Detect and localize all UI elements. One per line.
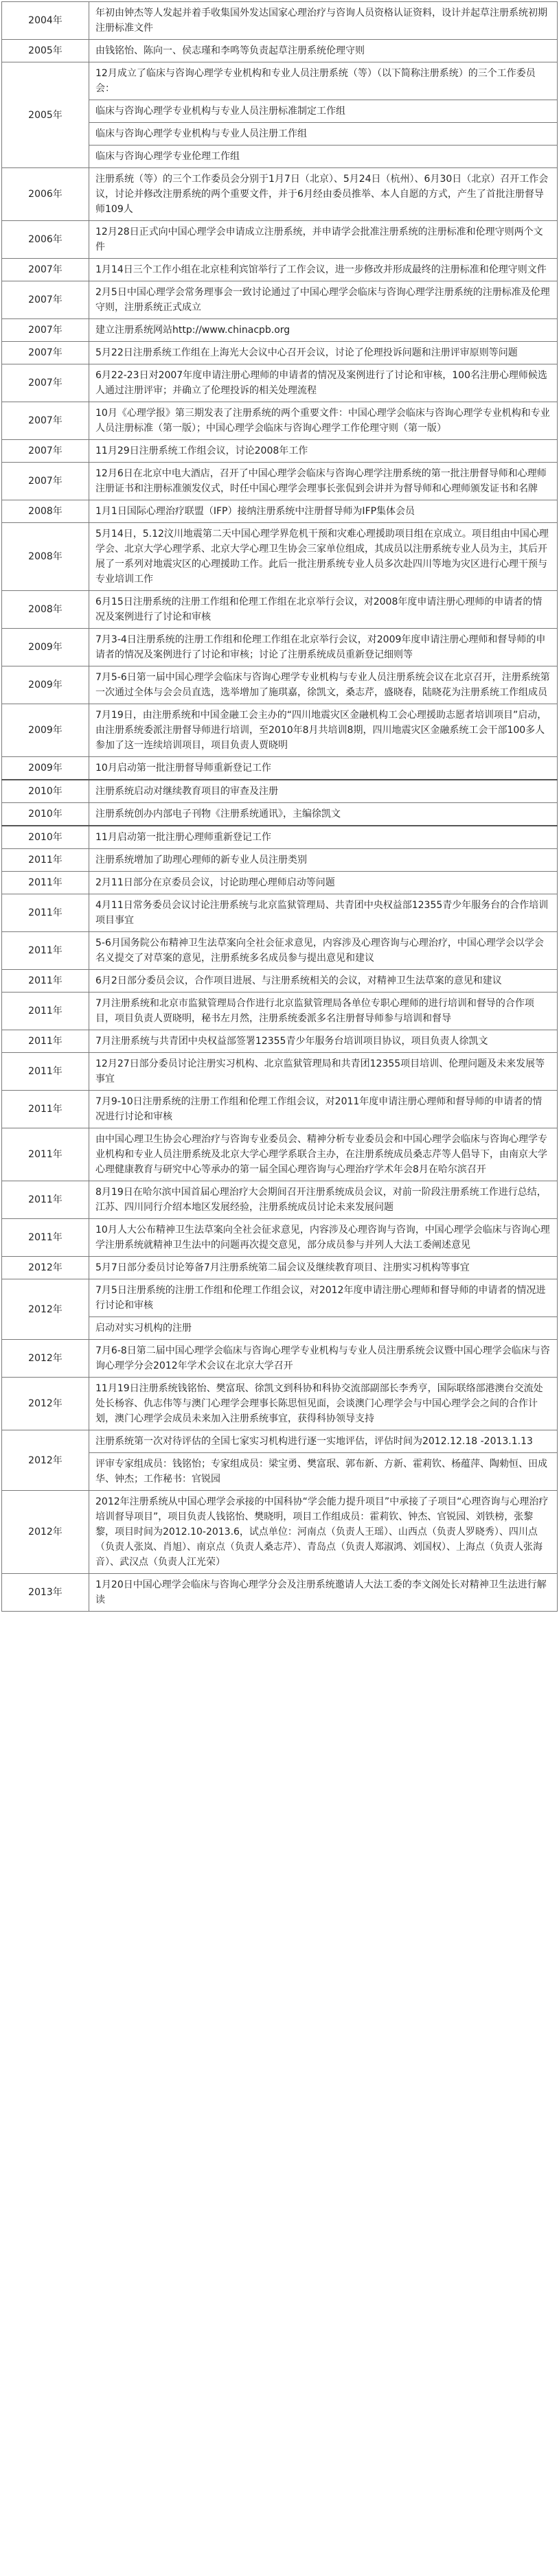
table-row bbox=[2, 2, 558, 40]
events-cell bbox=[89, 1378, 558, 1430]
year-cell: 2007年 bbox=[2, 259, 89, 281]
year-cell: 2011年 bbox=[2, 1030, 89, 1053]
events-cell bbox=[89, 666, 558, 704]
year-cell: 2011年 bbox=[2, 1219, 89, 1257]
year-cell: 2011年 bbox=[2, 1128, 89, 1181]
events-cell bbox=[89, 591, 558, 629]
year-cell: 2010年 bbox=[2, 780, 89, 803]
table-row bbox=[2, 364, 558, 402]
year-cell: 2005年 bbox=[2, 62, 89, 168]
event-text: 7月注册系统和北京市监狱管理局合作进行北京监狱管理局各单位专职心理师的进行培训和督导的合作项目，项目负责人贾晓明，秘书左月然，注册系统委派多名注册督导师参与培训和督导 bbox=[95, 998, 534, 1024]
event-text: 5月22日注册系统工作组在上海光大会议中心召开会议，讨论了伦理投诉问题和注册评审原则等问题 bbox=[95, 347, 518, 358]
event-text: 7月5日注册系统的注册工作组和伦理工作组会议，对2012年度申请注册心理师和督导师的申请者的情况进行讨论和审核 bbox=[95, 1285, 546, 1311]
events-cell bbox=[89, 319, 558, 342]
year-cell: 2008年 bbox=[2, 591, 89, 629]
events-cell bbox=[89, 1257, 558, 1279]
event-text: 11月19日注册系统钱铭怡、樊富珉、徐凯文到科协和科协交流部副部长李秀亨，国际联络部港澳台交流处处长杨容、仇志伟等与澳门心理学会理事长陈思恒见面，会谈澳门心理学会与中国心理学会之间的合作计划，澳门心理学会成员未来加入注册系统事宜，获得科协领导支持 bbox=[95, 1383, 543, 1424]
events-cell bbox=[89, 704, 558, 757]
table-row bbox=[2, 970, 558, 993]
events-cell bbox=[89, 500, 558, 523]
event-text: 由钱铭怡、陈向一、侯志瑾和李鸣等负责起草注册系统伦理守则 bbox=[95, 45, 365, 56]
table-row bbox=[2, 168, 558, 221]
event-text: 12月28日正式向中国心理学会申请成立注册系统，并申请学会批准注册系统的注册标准和伦理守则两个文件 bbox=[95, 227, 543, 253]
year-cell: 2009年 bbox=[2, 704, 89, 757]
events-cell bbox=[89, 872, 558, 894]
table-row bbox=[2, 1574, 558, 1612]
event-text: 注册系统创办内部电子刊物《注册系统通讯》，主编徐凯文 bbox=[95, 809, 341, 820]
table-row bbox=[2, 757, 558, 780]
table-row bbox=[2, 1491, 558, 1574]
event-text: 1月1日国际心理治疗联盟（IFP）接纳注册系统中注册督导师为IFP集体会员 bbox=[95, 506, 415, 517]
table-row bbox=[2, 1181, 558, 1219]
event-text: 2012年注册系统从中国心理学会承接的中国科协“学会能力提升项目”中承接了子项目“心理咨询与心理治疗培训督导项目”，项目负责人钱铭怡、樊晓明，项目工作组成员：霍莉钦、钟杰、官锐园、刘铁榜，张黎黎，项目时间为2012.10-2013.6，试点单位：河南点（负责人王瑶）、山西点（负责人罗晓秀）、四川点（负责人张岚、肖旭）、南京点（负责人桑志芹）、青岛点（负责人郑淑鸿、刘国权）、上海点（负责人张海音）、武汉点（负责人江光荣） bbox=[95, 1496, 549, 1568]
event-text: 12月6日在北京中电大酒店，召开了中国心理学会临床与咨询心理学注册系统的第一批注册督导师和心理师注册证书和注册标准颁发仪式，时任中国心理学会理事长张侃到会讲并为督导师和心理师颁发证书和名牌 bbox=[95, 468, 547, 494]
table-row bbox=[2, 780, 558, 803]
events-cell bbox=[89, 849, 558, 872]
table-row bbox=[2, 342, 558, 364]
year-cell: 2006年 bbox=[2, 221, 89, 259]
event-text: 评审专家组成员：钱铭怡；专家组成员：梁宝勇、樊富珉、郭布新、方新、霍莉钦、杨蕴萍、陶勑恒、田成华、钟杰；工作秘书：官锐园 bbox=[89, 1452, 557, 1490]
event-text: 8月19日在哈尔滨中国首届心理治疗大会期间召开注册系统成员会议，对前一阶段注册系统工作进行总结，江苏、四川同行介绍本地区发展经验，注册系统成员讨论未来发展问题 bbox=[95, 1187, 547, 1213]
event-text: 10月人大公布精神卫生法草案向全社会征求意见，内容涉及心理咨询与咨询，中国心理学会临床与咨询心理学注册系统就精神卫生法中的问题再次提交意见，部分成员参与并列人大法工委阐述意见 bbox=[95, 1225, 550, 1251]
table-row bbox=[2, 1091, 558, 1128]
events-cell bbox=[89, 1181, 558, 1219]
year-cell: 2007年 bbox=[2, 319, 89, 342]
year-cell: 2012年 bbox=[2, 1430, 89, 1491]
table-row bbox=[2, 1378, 558, 1430]
event-text: 5月14日，5.12汶川地震第二天中国心理学界危机干预和灾难心理援助项目组在京成立。项目组由中国心理学会、北京大学心理学系、北京大学心理卫生协会三家单位组成，其成员以注册系统专业人员为主，其后开展了一系列对地震灾区的心理援助工作。此后一批注册系统专业人员多次赴四川等地为灾区进行心理干预与专业培训工作 bbox=[95, 529, 549, 585]
table-row bbox=[2, 629, 558, 666]
table-row bbox=[2, 500, 558, 523]
table-row bbox=[2, 993, 558, 1030]
events-cell bbox=[89, 463, 558, 500]
year-cell: 2012年 bbox=[2, 1279, 89, 1340]
year-cell: 2008年 bbox=[2, 523, 89, 591]
table-row bbox=[2, 281, 558, 319]
event-text: 注册系统增加了助理心理师的新专业人员注册类别 bbox=[95, 855, 307, 866]
event-text: 4月11日常务委员会议讨论注册系统与北京监狱管理局、共青团中央权益部12355青少年服务台的合作培训项目事宜 bbox=[95, 900, 549, 926]
event-text: 7月注册系统与共青团中央权益部签署12355青少年服务台培训项目协议，项目负责人徐凯文 bbox=[95, 1036, 488, 1047]
event-text: 7月6-8日第二届中国心理学会临床与咨询心理学专业机构与专业人员注册系统会议暨中国心理学会临床与咨询心理学分会2012年学术会议在北京大学召开 bbox=[95, 1345, 550, 1371]
table-row bbox=[2, 826, 558, 849]
table-row bbox=[2, 803, 558, 826]
table-row bbox=[2, 894, 558, 932]
table-row bbox=[2, 849, 558, 872]
table-row bbox=[2, 666, 558, 704]
events-cell bbox=[89, 1053, 558, 1091]
events-cell bbox=[89, 259, 558, 281]
event-text: 2月11日部分在京委员会议，讨论助理心理师启动等问题 bbox=[95, 877, 335, 888]
year-cell: 2012年 bbox=[2, 1378, 89, 1430]
event-text: 10月《心理学报》第三期发表了注册系统的两个重要文件：中国心理学会临床与咨询心理学专业机构和专业人员注册标准（第一版）；中国心理学会临床与咨询心理学工作伦理守则（第一版） bbox=[95, 408, 550, 434]
events-cell bbox=[89, 168, 558, 221]
table-row bbox=[2, 1279, 558, 1340]
year-cell: 2011年 bbox=[2, 1181, 89, 1219]
events-cell bbox=[89, 342, 558, 364]
year-cell: 2011年 bbox=[2, 932, 89, 970]
events-cell bbox=[89, 281, 558, 319]
event-text: 12月成立了临床与咨询心理学专业机构和专业人员注册系统（等）（以下简称注册系统）的三个工作委员会： bbox=[95, 68, 536, 94]
events-cell bbox=[89, 1491, 558, 1574]
year-cell: 2007年 bbox=[2, 342, 89, 364]
event-text: 7月3-4日注册系统的注册工作组和伦理工作组在北京举行会议，对2009年度申请注册心理师和督导师的申请者的情况及案例进行了讨论和审核；讨论了注册系统成员重新登记细则等 bbox=[95, 634, 546, 660]
table-row bbox=[2, 1430, 558, 1491]
events-cell bbox=[89, 2, 558, 40]
events-cell bbox=[89, 440, 558, 463]
event-text: 2月5日中国心理学会常务理事会一致讨论通过了中国心理学会临床与咨询心理学注册系统的注册标准及伦理守则，注册系统正式成立 bbox=[95, 287, 550, 313]
timeline-table bbox=[1, 1, 558, 1612]
events-cell bbox=[89, 993, 558, 1030]
table-row bbox=[2, 1030, 558, 1053]
events-cell bbox=[89, 1279, 558, 1340]
event-text: 由中国心理卫生协会心理治疗与咨询专业委员会、精神分析专业委员会和中国心理学会临床与咨询心理学专业机构和专业人员注册系统及北京大学心理学系联合主办，在注册系统成员桑志芹等人倡导下，由南京大学心理健康教育与研究中心等承办的第一届全国心理咨询与心理治疗学术年会8月在哈尔滨召开 bbox=[95, 1134, 547, 1175]
events-cell bbox=[89, 402, 558, 440]
event-text: 6月2日部分委员会议，合作项目进展、与注册系统相关的会议，对精神卫生法草案的意见和建议 bbox=[95, 975, 502, 986]
table-row bbox=[2, 523, 558, 591]
events-cell bbox=[89, 221, 558, 259]
year-cell: 2009年 bbox=[2, 757, 89, 780]
events-cell bbox=[89, 629, 558, 666]
event-text: 注册系统（等）的三个工作委员会分别于1月7日（北京）、5月24日（杭州）、6月30日（北京）召开工作会议，讨论并修改注册系统的两个重要文件，并于6月经由委员推举、本人自愿的方式，产生了首批注册督导师109人 bbox=[95, 174, 549, 215]
event-text: 7月19日，由注册系统和中国金融工会主办的“四川地震灾区金融机构工会心理援助志愿者培训项目”启动，由注册系统委派注册督导师进行培训，至2010年8月共培训8期，四川地震灾区金融系统工会干部100多人参加了这一连续培训项目，项目负责人贾晓明 bbox=[95, 710, 547, 751]
year-cell: 2012年 bbox=[2, 1257, 89, 1279]
year-cell: 2004年 bbox=[2, 2, 89, 40]
table-row bbox=[2, 440, 558, 463]
table-row bbox=[2, 319, 558, 342]
table-row bbox=[2, 40, 558, 62]
timeline-body bbox=[2, 2, 558, 1612]
events-cell bbox=[89, 1340, 558, 1378]
year-cell: 2013年 bbox=[2, 1574, 89, 1612]
events-cell bbox=[89, 1128, 558, 1181]
event-text: 10月启动第一批注册督导师重新登记工作 bbox=[95, 763, 271, 774]
year-cell: 2011年 bbox=[2, 849, 89, 872]
event-text: 5月7日部分委员讨论筹备7月注册系统第二届会议及继续教育项目、注册实习机构等事宜 bbox=[95, 1262, 470, 1273]
year-cell: 2007年 bbox=[2, 364, 89, 402]
events-cell bbox=[89, 523, 558, 591]
event-text: 6月22-23日对2007年度申请注册心理师的申请者的情况及案例进行了讨论和审核，100名注册心理师候选人通过注册评审；并确立了伦理投诉的相关处理流程 bbox=[95, 370, 547, 396]
table-row bbox=[2, 1053, 558, 1091]
events-cell bbox=[89, 1030, 558, 1053]
events-cell bbox=[89, 62, 558, 168]
event-text: 临床与咨询心理学专业伦理工作组 bbox=[89, 145, 557, 167]
year-cell: 2007年 bbox=[2, 440, 89, 463]
table-row bbox=[2, 1340, 558, 1378]
table-row bbox=[2, 259, 558, 281]
events-cell bbox=[89, 826, 558, 849]
table-row bbox=[2, 1219, 558, 1257]
events-cell bbox=[89, 757, 558, 780]
events-cell bbox=[89, 1091, 558, 1128]
table-row bbox=[2, 1257, 558, 1279]
event-text: 1月20日中国心理学会临床与咨询心理学分会及注册系统邀请人大法工委的李文阁处长对精神卫生法进行解读 bbox=[95, 1579, 547, 1605]
events-cell bbox=[89, 970, 558, 993]
events-cell bbox=[89, 40, 558, 62]
year-cell: 2005年 bbox=[2, 40, 89, 62]
events-cell bbox=[89, 932, 558, 970]
event-text: 年初由钟杰等人发起并着手收集国外发达国家心理治疗与咨询人员资格认证资料，设计并起草注册系统初期注册标准文件 bbox=[95, 8, 547, 34]
year-cell: 2010年 bbox=[2, 803, 89, 826]
year-cell: 2007年 bbox=[2, 402, 89, 440]
table-row bbox=[2, 932, 558, 970]
event-text: 7月5-6日第一届中国心理学会临床与咨询心理学专业机构与专业人员注册系统会议在北京召开，注册系统第一次通过全体与会会员直选，选举增加了施琪嘉，徐凯文，桑志芹，盛晓春，陆晓花为注册系统工作组成员 bbox=[95, 672, 550, 698]
events-cell bbox=[89, 1219, 558, 1257]
year-cell: 2009年 bbox=[2, 629, 89, 666]
year-cell: 2010年 bbox=[2, 826, 89, 849]
year-cell: 2011年 bbox=[2, 872, 89, 894]
event-text: 12月27日部分委员讨论注册实习机构、北京监狱管理局和共青团12355项目培训、伦理问题及未来发展等事宜 bbox=[95, 1058, 545, 1084]
year-cell: 2011年 bbox=[2, 894, 89, 932]
event-text: 7月9-10日注册系统的注册工作组和伦理工作组会议，对2011年度申请注册心理师和督导师的申请者的情况进行讨论和审核 bbox=[95, 1096, 543, 1122]
table-row bbox=[2, 463, 558, 500]
year-cell: 2012年 bbox=[2, 1340, 89, 1378]
events-cell bbox=[89, 1574, 558, 1612]
year-cell: 2011年 bbox=[2, 970, 89, 993]
events-cell bbox=[89, 1430, 558, 1491]
event-text: 11月启动第一批注册心理师重新登记工作 bbox=[95, 832, 271, 843]
year-cell: 2007年 bbox=[2, 463, 89, 500]
year-cell: 2009年 bbox=[2, 666, 89, 704]
table-row bbox=[2, 62, 558, 168]
table-row bbox=[2, 704, 558, 757]
year-cell: 2006年 bbox=[2, 168, 89, 221]
events-cell bbox=[89, 780, 558, 803]
table-row bbox=[2, 402, 558, 440]
events-cell bbox=[89, 894, 558, 932]
year-cell: 2007年 bbox=[2, 281, 89, 319]
event-text: 临床与咨询心理学专业机构与专业人员注册工作组 bbox=[89, 122, 557, 145]
table-row bbox=[2, 872, 558, 894]
year-cell: 2012年 bbox=[2, 1491, 89, 1574]
event-text: 临床与咨询心理学专业机构与专业人员注册标准制定工作组 bbox=[89, 100, 557, 122]
table-row bbox=[2, 1128, 558, 1181]
event-text: 注册系统第一次对待评估的全国七家实习机构进行逐一实地评估，评估时间为2012.12.18 -2013.1.13 bbox=[95, 1436, 533, 1447]
event-text: 启动对实习机构的注册 bbox=[89, 1316, 557, 1339]
event-text: 11月29日注册系统工作组会议，讨论2008年工作 bbox=[95, 445, 308, 456]
year-cell: 2011年 bbox=[2, 1053, 89, 1091]
table-row bbox=[2, 221, 558, 259]
year-cell: 2011年 bbox=[2, 1091, 89, 1128]
event-text: 1月14日三个工作小组在北京桂利宾馆举行了工作会议，进一步修改并形成最终的注册标准和伦理守则文件 bbox=[95, 264, 547, 275]
year-cell: 2008年 bbox=[2, 500, 89, 523]
table-row bbox=[2, 591, 558, 629]
events-cell bbox=[89, 364, 558, 402]
year-cell: 2011年 bbox=[2, 993, 89, 1030]
event-text: 建立注册系统网站http://www.chinacpb.org bbox=[95, 325, 290, 336]
event-text: 注册系统启动对继续教育项目的审查及注册 bbox=[95, 786, 278, 797]
events-cell bbox=[89, 803, 558, 826]
event-text: 6月15日注册系统的注册工作组和伦理工作组在北京举行会议，对2008年度申请注册心理师的申请者的情况及案例进行了讨论和审核 bbox=[95, 596, 543, 623]
event-text: 5-6月国务院公布精神卫生法草案向全社会征求意见，内容涉及心理咨询与心理治疗，中国心理学会以学会名义提交了对草案的意见，注册系统多名成员参与提出意见和建议 bbox=[95, 938, 544, 964]
